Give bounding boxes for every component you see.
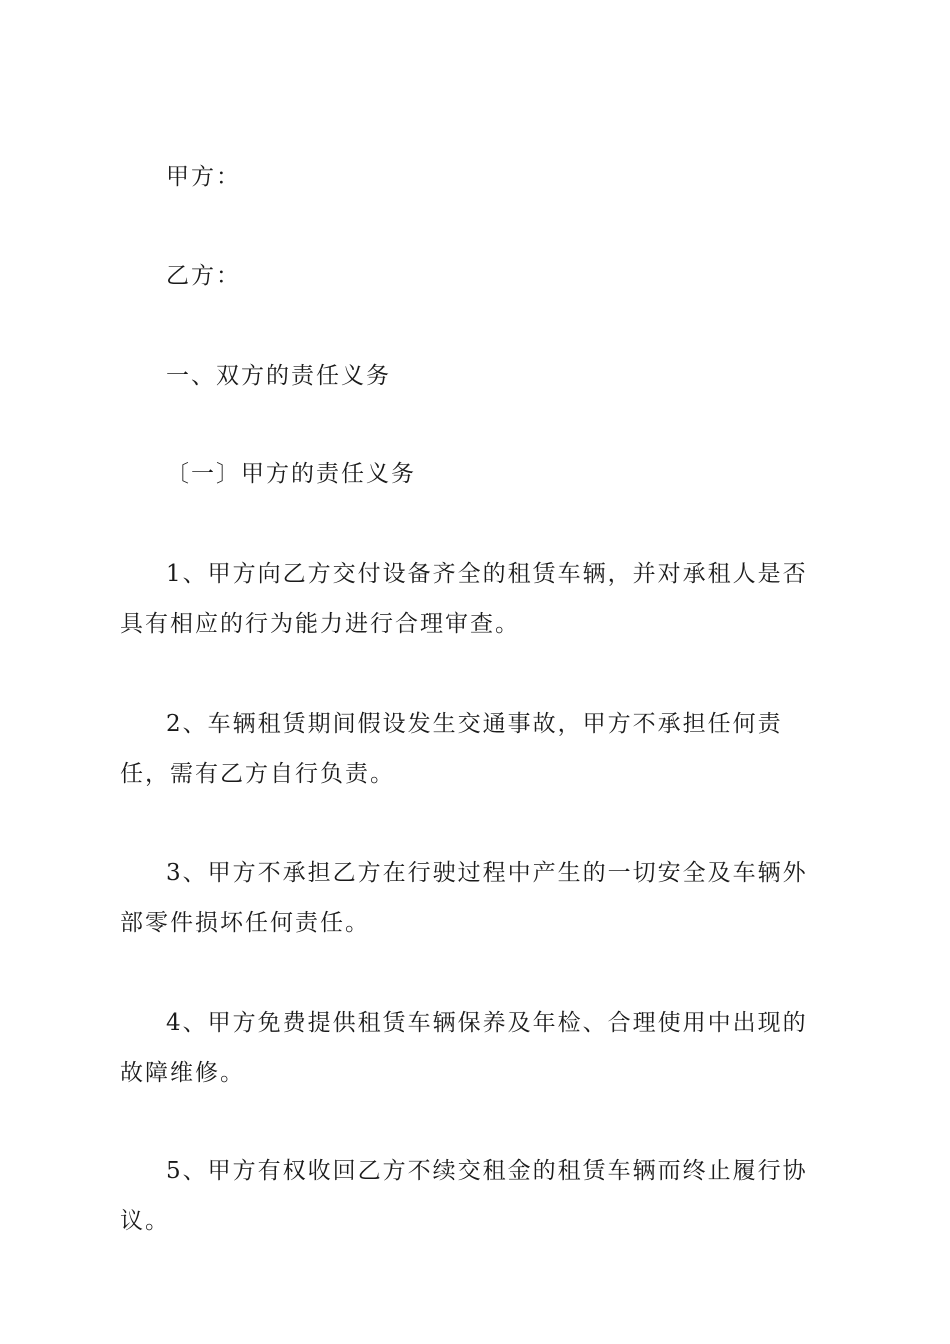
subsection-heading: 〔一〕甲方的责任义务 xyxy=(166,461,416,487)
clause-3: 3、甲方不承担乙方在行驶过程中产生的一切安全及车辆外部零件损坏任何责任。 xyxy=(120,860,808,936)
party-a-label: 甲方： xyxy=(166,164,241,190)
clause-5: 5、甲方有权收回乙方不续交租金的租赁车辆而终止履行协议。 xyxy=(120,1158,808,1234)
clause-2: 2、车辆租赁期间假设发生交通事故，甲方不承担任何责任，需有乙方自行负责。 xyxy=(120,711,783,787)
party-b-label: 乙方： xyxy=(166,263,241,289)
section-heading: 一、双方的责任义务 xyxy=(166,363,391,389)
clause-1: 1、甲方向乙方交付设备齐全的租赁车辆，并对承租人是否具有相应的行为能力进行合理审查。 xyxy=(120,561,808,637)
clause-4: 4、甲方免费提供租赁车辆保养及年检、合理使用中出现的故障维修。 xyxy=(120,1010,808,1086)
